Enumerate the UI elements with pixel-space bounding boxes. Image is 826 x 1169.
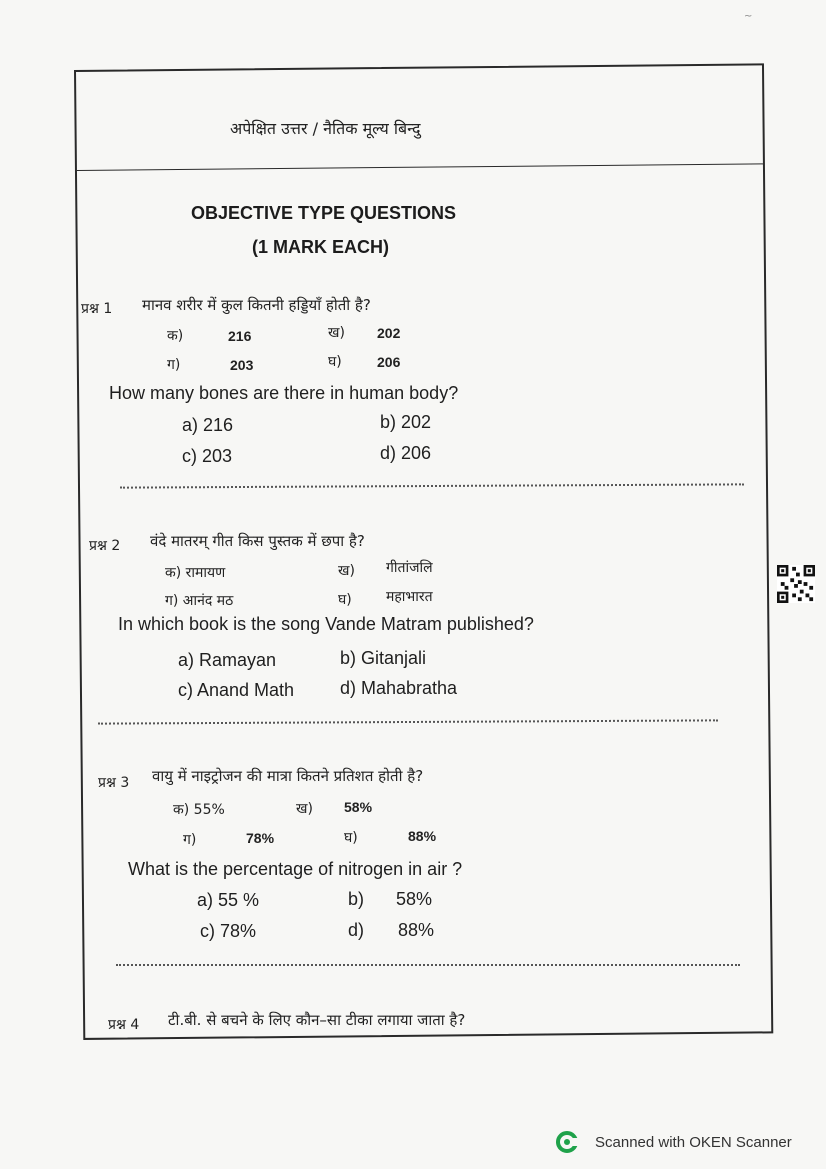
- header-divider: [77, 163, 763, 171]
- q3-h-b-val: 58%: [344, 799, 373, 815]
- q2-h-b-val: गीतांजलि: [386, 560, 433, 576]
- q3-option-b-key: b): [348, 889, 365, 909]
- q2-h-b-key: ख): [338, 563, 355, 579]
- q1-h-c-val: 203: [230, 357, 254, 373]
- q3-label: प्रश्न 3: [98, 775, 130, 791]
- q1-h-b-val: 202: [377, 325, 401, 341]
- q3-option-c: c) 78%: [200, 921, 257, 941]
- q2-label: प्रश्न 2: [89, 538, 121, 554]
- q3-option-d-val: 88%: [398, 920, 435, 940]
- q3-h-b-key: ख): [296, 801, 313, 817]
- q2-h-d-key: घ): [338, 592, 352, 608]
- q3-option-b-val: 58%: [396, 889, 433, 909]
- q2-option-a: a) Ramayan: [178, 650, 277, 670]
- q3-hindi: वायु में नाइट्रोजन की मात्रा कितने प्रतिशत होती है?: [152, 767, 424, 785]
- q2-option-d: d) Mahabratha: [340, 678, 458, 698]
- q2-option-c: c) Anand Math: [178, 680, 295, 700]
- q4-label: प्रश्न 4: [108, 1017, 140, 1033]
- q3-h-d-val: 88%: [408, 828, 437, 844]
- q1-h-d-val: 206: [377, 354, 401, 370]
- q3-h-c-val: 78%: [246, 830, 275, 846]
- q1-h-a-key: क): [167, 328, 184, 344]
- q4-hindi: टी.बी. से बचने के लिए कौन–सा टीका लगाया जाता है?: [168, 1011, 466, 1029]
- q3-h-c-key: ग): [183, 832, 197, 848]
- scanner-footer-text: Scanned with OKEN Scanner: [595, 1134, 792, 1151]
- oken-scanner-logo-icon: [556, 1131, 580, 1153]
- q1-english: How many bones are there in human body?: [109, 383, 459, 403]
- q1-option-d: d) 206: [380, 443, 432, 463]
- q2-option-b: b) Gitanjali: [340, 648, 427, 668]
- q3-option-a: a) 55 %: [197, 890, 260, 910]
- q3-option-d-key: d): [348, 920, 365, 940]
- q3-english: What is the percentage of nitrogen in air ?: [128, 859, 463, 879]
- q3-h-d-key: घ): [344, 830, 358, 846]
- q1-h-a-val: 216: [228, 328, 252, 344]
- q1-h-b-key: ख): [328, 325, 345, 341]
- q1-hindi: मानव शरीर में कुल कितनी हड्डियाँ होती है?: [142, 296, 371, 314]
- q1-label: प्रश्न 1: [81, 301, 113, 317]
- q1-option-b: b) 202: [380, 412, 432, 432]
- header-text: अपेक्षित उत्तर / नैतिक मूल्य बिन्दु: [230, 119, 421, 138]
- q3-separator: [116, 964, 740, 966]
- q2-hindi: वंदे मातरम् गीत किस पुस्तक में छपा है?: [150, 532, 365, 550]
- q1-option-c: c) 203: [182, 446, 233, 466]
- q1-h-d-key: घ): [328, 354, 342, 370]
- q3-h-a: क) 55%: [173, 802, 225, 818]
- qr-code-icon: [776, 565, 816, 603]
- scan-mark: ~: [744, 11, 753, 22]
- q2-h-c: ग) आनंद मठ: [165, 593, 234, 609]
- section-subtitle: (1 MARK EACH): [252, 237, 389, 257]
- q1-option-a: a) 216: [182, 415, 234, 435]
- q2-h-d-val: महाभारत: [386, 589, 433, 605]
- section-title: OBJECTIVE TYPE QUESTIONS: [191, 203, 457, 223]
- q1-h-c-key: ग): [167, 357, 181, 373]
- q2-english: In which book is the song Vande Matram published?: [118, 614, 534, 634]
- q2-h-a: क) रामायण: [165, 565, 226, 581]
